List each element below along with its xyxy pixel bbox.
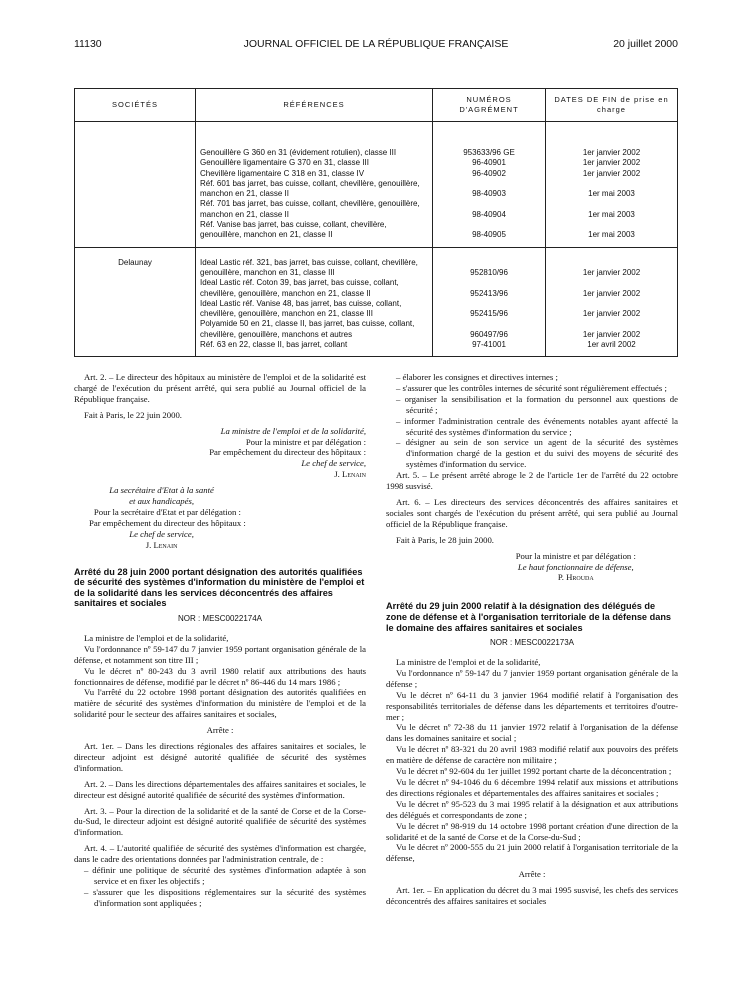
signature-line: Pour la secrétaire d'Etat et par délégation :	[93, 506, 241, 517]
reference-item: Réf. 701 bas jarret, bas cuisse, collant, chevillère, genouillère, manchon en 21, classe II	[200, 199, 420, 219]
article: Art. 2. – Dans les directions départementales des affaires sanitaires et sociales, le directeur est désigné autorité qualifiée de sécurité des systèmes d'information.	[74, 778, 366, 800]
bullet-item: – informer l'administration centrale des événements notables ayant affecté la sécurité des systèmes d'information du service ;	[396, 415, 678, 437]
signature-line: Par empêchement du directeur des hôpitaux :	[89, 517, 246, 528]
approval-number: 97-41001	[472, 340, 506, 350]
end-date: 1er mai 2003	[588, 189, 635, 199]
numbers-cell	[433, 122, 546, 248]
article: Art. 5. – Le présent arrêté abroge le 2 de l'article 1er de l'arrêté du 22 octobre 1998 susvisé.	[386, 470, 678, 492]
reference-item: Ideal Lastic réf. 321, bas jarret, bas cuisse, collant, chevillère, genouillère, manchon en 31, classe III	[200, 257, 418, 277]
reference-item: Réf. Vanise bas jarret, bas cuisse, collant, chevillère, genouillère, manchon en 21, classe II	[200, 220, 387, 240]
paragraph: La ministre de l'emploi et de la solidarité,	[84, 632, 229, 643]
publication-date: 20 juillet 2000	[613, 38, 678, 50]
approval-number: 98-40905	[472, 230, 506, 240]
page-header	[74, 38, 678, 54]
signature-line: La ministre de l'emploi et de la solidarité,	[220, 425, 366, 436]
end-date: 1er avril 2002	[587, 340, 636, 350]
approval-table	[74, 88, 678, 357]
end-date: 1er janvier 2002	[582, 288, 641, 298]
bullet-item: – s'assurer que les dispositions réglementaires sur la sécurité des systèmes d'information sont appliquées ;	[84, 886, 366, 908]
references-cell	[196, 247, 433, 357]
end-date: 1er janvier 2002	[582, 158, 641, 168]
approval-number: 98-40903	[472, 189, 506, 199]
approval-number: 952413/96	[470, 288, 508, 298]
page-number: 11130	[74, 38, 102, 50]
approval-number: 960497/96	[470, 329, 508, 339]
paragraph: Vu le décret nº 98-919 du 14 octobre 1998 portant création d'une direction de la solidarité et de la santé de Corse et de la Corse-du-Sud ;	[386, 820, 678, 842]
end-date: 1er mai 2003	[588, 209, 635, 219]
paragraph: Vu l'ordonnance nº 59-147 du 7 janvier 1959 portant organisation générale de la défense ;	[386, 667, 678, 689]
signatory-name: J. Lenain	[145, 539, 178, 550]
signature-line: Par empêchement du directeur des hôpitaux :	[209, 447, 366, 458]
table-row	[75, 122, 678, 248]
left-column	[74, 372, 366, 909]
bullet-item: – élaborer les consignes et directives internes ;	[396, 372, 558, 382]
signature-line: La secrétaire d'Etat à la santé	[109, 485, 214, 496]
header-companies: SOCIÉTÉS	[75, 89, 196, 122]
bullet-item: – définir une politique de sécurité des systèmes d'information adaptée à son service et en fixer les objectifs ;	[84, 865, 366, 886]
signature-line: Le chef de service,	[129, 528, 194, 539]
approval-number: 952415/96	[470, 309, 508, 319]
paragraph: Vu le décret nº 95-523 du 3 mai 1995 relatif à la désignation et aux attributions des délégués et correspondants de zone ;	[386, 798, 678, 820]
end-date: 1er mai 2003	[588, 230, 635, 240]
header-references: RÉFÉRENCES	[196, 89, 433, 122]
article-2: Art. 2. – Le directeur des hôpitaux au ministère de l'emploi et de la solidarité est chargé de l'exécution du présent arrêté, qui sera publié au Journal officiel de la République française.	[74, 372, 366, 404]
paragraph: Vu l'arrêté du 22 octobre 1998 portant désignation des autorités qualifiées en matière de sécurité des systèmes d'information du ministère de l'emploi et de la solidarité pour le secteur des affaires sanitaires et sociales,	[74, 687, 366, 720]
bullet-item: – s'assurer que les contrôles internes de sécurité sont régulièrement effectués ;	[396, 382, 667, 393]
article: Art. 6. – Les directeurs des services déconcentrés des affaires sanitaires et sociales sont chargés de l'exécution du présent arrêté, qui sera publié au Journal officiel de la République française.	[386, 496, 678, 529]
signature-line: Pour la ministre et par délégation :	[245, 436, 366, 447]
decree-title: Arrêté du 28 juin 2000 portant désignation des autorités qualifiées de sécurité des systèmes d'information du ministère de l'emploi et de la solidarité dans les services déconcentrés des affaires sanitaires et sociales	[74, 566, 365, 609]
article: Art. 1er. – En application du décret du 3 mai 1995 susvisé, les chefs des services déconcentrés des affaires sanitaires et sociales	[386, 885, 678, 907]
arrete-heading: Arrête :	[206, 725, 234, 736]
paragraph: Vu le décret nº 72-38 du 11 janvier 1972 relatif à l'organisation de la défense dans les domaines sanitaire et social ;	[386, 722, 678, 744]
approval-number: 953633/96 GE	[463, 148, 515, 157]
header-end-dates: DATES DE FIN de prise en charge	[546, 89, 678, 122]
reference-item: Chevillère ligamentaire C 318 en 31, classe IV	[200, 168, 365, 178]
reference-item: Genouillère G 360 en 31 (évidement rotulien), classe III	[200, 148, 397, 157]
nor-reference: NOR : MESC0022173A	[489, 638, 575, 648]
reference-item: Genouillère ligamentaire G 370 en 31, classe III	[200, 158, 369, 168]
reference-item: Ideal Lastic réf. Vanise 48, bas jarret, bas cuisse, collant, chevillère, genouillère, manchon en 21, classe III	[200, 298, 402, 319]
dates-cell	[546, 122, 678, 248]
article: Art. 1er. – Dans les directions régionales des affaires sanitaires et sociales, le directeur adjoint est désigné autorité qualifiée de sécurité des systèmes d'information.	[74, 741, 366, 773]
reference-item: Réf. 601 bas jarret, bas cuisse, collant, chevillère, genouillère, manchon en 21, classe II	[200, 178, 420, 199]
arrete-heading: Arrête :	[518, 869, 546, 880]
article: Art. 3. – Pour la direction de la solidarité et de la santé de Corse et de la Corse-du-Sud, le directeur adjoint est désigné autorité qualifiée de sécurité des systèmes d'information.	[74, 805, 366, 838]
paragraph: Vu le décret nº 94-1046 du 6 décembre 1994 relatif aux missions et attributions des directions régionales et départementales des affaires sanitaires et sociales ;	[386, 776, 678, 798]
end-date: 1er janvier 2002	[582, 267, 641, 277]
done-at-paris: Fait à Paris, le 28 juin 2000.	[396, 534, 494, 545]
paragraph: Vu le décret nº 64-11 du 3 janvier 1964 modifié relatif à l'organisation des responsabilités territoriales de défense dans les départements et territoires d'outre-mer ;	[386, 689, 678, 722]
table-header-row	[75, 89, 678, 122]
end-date: 1er janvier 2002	[582, 309, 641, 319]
paragraph: Vu le décret nº 80-243 du 3 avril 1980 relatif aux attributions des hauts fonctionnaires de défense, modifié par le décret nº 86-446 du 14 mars 1986 ;	[74, 665, 366, 687]
article: Art. 4. – L'autorité qualifiée de sécurité des systèmes d'information est chargée, dans le cadre des orientations données par l'administration centrale, de :	[74, 843, 366, 865]
signature-line: Le haut fonctionnaire de défense,	[517, 561, 634, 572]
approval-number: 952810/96	[470, 267, 508, 277]
numbers-cell	[433, 247, 546, 357]
paragraph: Vu le décret nº 92-604 du 1er juillet 1992 portant charte de la déconcentration ;	[396, 766, 672, 777]
signature-line: Pour la ministre et par délégation :	[515, 550, 636, 561]
references-cell	[196, 122, 433, 248]
journal-title: JOURNAL OFFICIEL DE LA RÉPUBLIQUE FRANÇAISE	[243, 38, 509, 50]
reference-item: Réf. 63 en 22, classe II, bas jarret, collant	[200, 340, 348, 350]
end-date: 1er janvier 2002	[582, 148, 641, 157]
right-column	[386, 372, 678, 907]
reference-item: Polyamide 50 en 21, classe II, bas jarret, bas cuisse, collant, chevillère, genouillère, manchons et autres	[200, 319, 415, 339]
decree-title: Arrêté du 29 juin 2000 relatif à la désignation des délégués de zone de défense et à l'organisation territoriale de la défense dans le domaine des affaires sanitaires et sociales	[386, 601, 672, 633]
approval-number: 96-40902	[472, 168, 506, 178]
paragraph: Vu l'ordonnance nº 59-147 du 7 janvier 1959 portant organisation générale de la défense, et notamment son titre III ;	[74, 643, 366, 665]
paragraph: La ministre de l'emploi et de la solidarité,	[396, 657, 541, 667]
paragraph: Vu le décret nº 83-321 du 20 avril 1983 modifié relatif aux pouvoirs des préfets en matière de défense de caractère non militaire ;	[386, 744, 678, 766]
dates-cell	[546, 247, 678, 357]
signature-line: Le chef de service,	[301, 458, 366, 469]
signatory-name: J. Lenain	[334, 469, 366, 480]
nor-reference: NOR : MESC0022174A	[177, 613, 263, 623]
bullet-item: – organiser la sensibilisation et la formation du personnel aux questions de sécurité ;	[396, 393, 678, 415]
company-cell	[75, 122, 196, 248]
approval-number: 98-40904	[472, 209, 506, 219]
bullet-item: – désigner au sein de son service un agent de la sécurité des systèmes d'information chargé de la gestion et du suivi des moyens de sécurité des systèmes d'information du service.	[396, 437, 678, 470]
company-cell: Delaunay	[75, 247, 196, 357]
reference-item: Ideal Lastic réf. Coton 39, bas jarret, bas cuisse, collant, chevillère, genouillère, manchon en 21, classe II	[200, 278, 399, 298]
table-row	[75, 247, 678, 357]
end-date: 1er janvier 2002	[582, 329, 641, 339]
done-at-paris: Fait à Paris, le 22 juin 2000.	[84, 409, 182, 420]
header-approval-numbers: NUMÉROS D'AGRÉMENT	[433, 89, 546, 122]
approval-number: 96-40901	[472, 158, 506, 168]
signatory-name: P. Hrouda	[557, 572, 594, 583]
signature-line: et aux handicapés,	[129, 496, 195, 507]
paragraph: Vu le décret nº 2000-555 du 21 juin 2000 relatif à l'organisation territoriale de la défense,	[386, 842, 678, 864]
end-date: 1er janvier 2002	[582, 168, 641, 178]
